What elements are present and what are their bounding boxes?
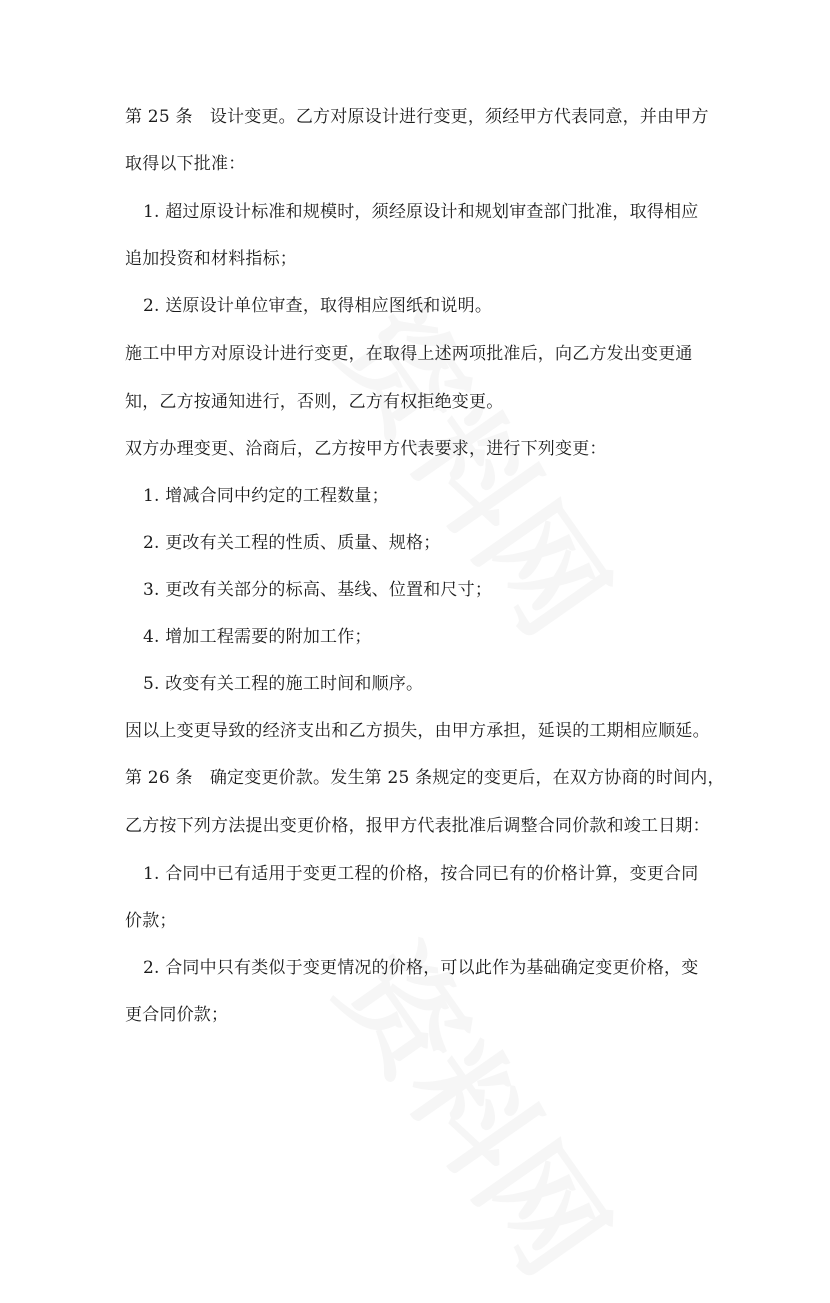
- paragraph-line: 因以上变更导致的经济支出和乙方损失，由甲方承担，延误的工期相应顺延。: [125, 721, 710, 741]
- paragraph-line: 取得以下批准：: [125, 154, 246, 174]
- list-item-line: 2. 更改有关工程的性质、质量、规格；: [143, 533, 441, 553]
- paragraph-line: 价款；: [125, 911, 177, 931]
- list-item-line: 2. 送原设计单位审查，取得相应图纸和说明。: [143, 296, 493, 316]
- list-item-line: 3. 更改有关部分的标高、基线、位置和尺寸；: [143, 580, 493, 600]
- paragraph-line: 乙方按下列方法提出变更价格，报甲方代表批准后调整合同价款和竣工日期：: [125, 816, 710, 836]
- paragraph-line: 第 26 条 确定变更价款。发生第 25 条规定的变更后，在双方协商的时间内，: [125, 768, 725, 788]
- list-item-line: 5. 改变有关工程的施工时间和顺序。: [143, 674, 424, 694]
- paragraph-line: 施工中甲方对原设计进行变更，在取得上述两项批准后，向乙方发出变更通: [125, 344, 693, 364]
- paragraph-line: 追加投资和材料指标；: [125, 249, 297, 269]
- list-item-line: 1. 超过原设计标准和规模时，须经原设计和规划审查部门批准，取得相应: [143, 202, 699, 222]
- paragraph-line: 更合同价款；: [125, 1005, 229, 1025]
- paragraph-line: 双方办理变更、洽商后，乙方按甲方代表要求，进行下列变更：: [125, 439, 607, 459]
- list-item-line: 1. 增减合同中约定的工程数量；: [143, 486, 389, 506]
- paragraph-line: 知，乙方按通知进行，否则，乙方有权拒绝变更。: [125, 392, 504, 412]
- list-item-line: 1. 合同中已有适用于变更工程的价格，按合同已有的价格计算，变更合同: [143, 864, 699, 884]
- list-item-line: 4. 增加工程需要的附加工作；: [143, 627, 372, 647]
- watermark: [306, 269, 653, 663]
- paragraph-line: 第 25 条 设计变更。乙方对原设计进行变更，须经甲方代表同意，并由甲方: [125, 107, 709, 127]
- list-item-line: 2. 合同中只有类似于变更情况的价格，可以此作为基础确定变更价格，变: [143, 958, 699, 978]
